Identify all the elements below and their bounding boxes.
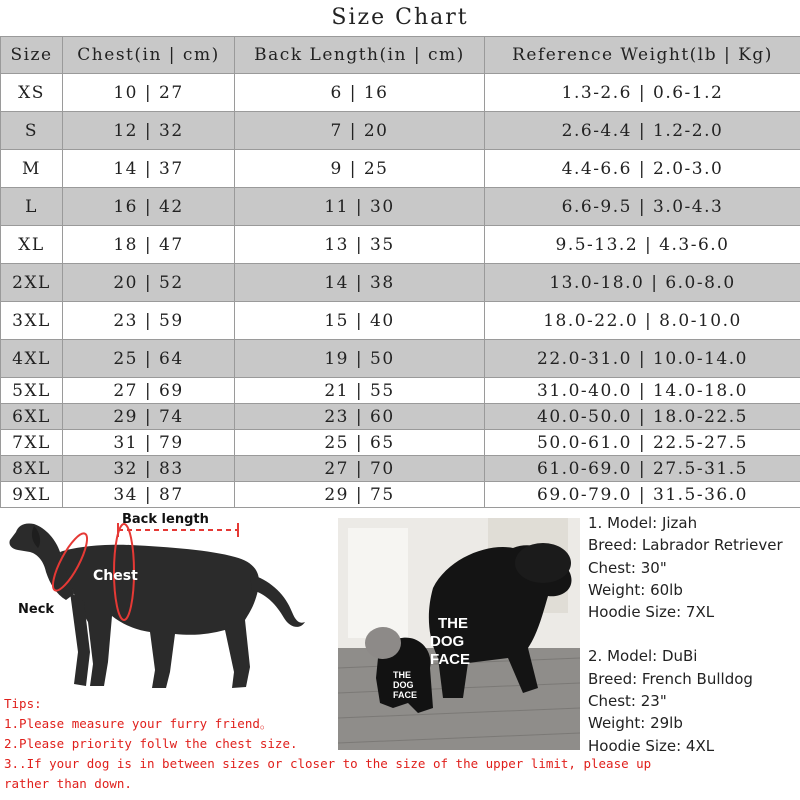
cell-chest: 34 | 87	[63, 482, 235, 508]
cell-chest: 18 | 47	[63, 226, 235, 264]
header-size: Size	[1, 37, 63, 74]
cell-back-length: 7 | 20	[235, 112, 485, 150]
cell-size: L	[1, 188, 63, 226]
header-back-length: Back Length(in | cm)	[235, 37, 485, 74]
cell-size: 3XL	[1, 302, 63, 340]
cell-chest: 29 | 74	[63, 404, 235, 430]
tip-line: 1.Please measure your furry friend。	[4, 716, 273, 731]
cell-weight: 18.0-22.0 | 8.0-10.0	[485, 302, 800, 340]
cell-chest: 20 | 52	[63, 264, 235, 302]
table-row	[1, 264, 800, 302]
model-1-chest: Chest: 30"	[588, 558, 667, 577]
svg-text:DOG: DOG	[430, 633, 465, 650]
cell-weight: 31.0-40.0 | 14.0-18.0	[485, 378, 800, 404]
cell-size: 7XL	[1, 430, 63, 456]
cell-weight: 13.0-18.0 | 6.0-8.0	[485, 264, 800, 302]
cell-back-length: 13 | 35	[235, 226, 485, 264]
cell-chest: 23 | 59	[63, 302, 235, 340]
tips-heading: Tips:	[4, 696, 42, 711]
cell-back-length: 29 | 75	[235, 482, 485, 508]
cell-back-length: 11 | 30	[235, 188, 485, 226]
cell-weight: 50.0-61.0 | 22.5-27.5	[485, 430, 800, 456]
svg-text:FACE: FACE	[393, 690, 418, 700]
cell-weight: 22.0-31.0 | 10.0-14.0	[485, 340, 800, 378]
cell-chest: 27 | 69	[63, 378, 235, 404]
page-title: Size Chart	[0, 0, 800, 37]
model-2-breed: Breed: French Bulldog	[588, 669, 753, 688]
cell-weight: 6.6-9.5 | 3.0-4.3	[485, 188, 800, 226]
cell-size: M	[1, 150, 63, 188]
cell-size: 4XL	[1, 340, 63, 378]
cell-size: S	[1, 112, 63, 150]
table-row	[1, 404, 800, 430]
table-row	[1, 378, 800, 404]
model-1-hoodie-size: Hoodie Size: 7XL	[588, 603, 715, 622]
tips	[4, 694, 651, 794]
model-2-hoodie-size: Hoodie Size: 4XL	[588, 736, 715, 755]
model-2-chest: Chest: 23"	[588, 692, 667, 711]
chest-label: Chest	[93, 568, 138, 584]
cell-size: 2XL	[1, 264, 63, 302]
model-2-weight: Weight: 29lb	[588, 714, 683, 733]
table-row	[1, 430, 800, 456]
table-row	[1, 188, 800, 226]
svg-text:THE: THE	[438, 615, 468, 632]
cell-weight: 69.0-79.0 | 31.5-36.0	[485, 482, 800, 508]
cell-weight: 1.3-2.6 | 0.6-1.2	[485, 74, 800, 112]
cell-size: 5XL	[1, 378, 63, 404]
cell-back-length: 15 | 40	[235, 302, 485, 340]
cell-size: 9XL	[1, 482, 63, 508]
tip-line: 2.Please priority follw the chest size.	[4, 736, 298, 751]
cell-size: 8XL	[1, 456, 63, 482]
tip-line: rather than down.	[4, 776, 132, 791]
cell-chest: 12 | 32	[63, 112, 235, 150]
cell-weight: 61.0-69.0 | 27.5-31.5	[485, 456, 800, 482]
model-1-breed: Breed: Labrador Retriever	[588, 536, 783, 555]
dog-measurement-diagram	[0, 512, 336, 692]
table-row	[1, 340, 800, 378]
cell-weight: 9.5-13.2 | 4.3-6.0	[485, 226, 800, 264]
table-row	[1, 482, 800, 508]
cell-weight: 40.0-50.0 | 18.0-22.5	[485, 404, 800, 430]
cell-chest: 25 | 64	[63, 340, 235, 378]
table-row	[1, 150, 800, 188]
neck-label: Neck	[18, 602, 55, 617]
cell-chest: 32 | 83	[63, 456, 235, 482]
cell-chest: 10 | 27	[63, 74, 235, 112]
table-row	[1, 226, 800, 264]
svg-text:DOG: DOG	[393, 680, 414, 690]
cell-chest: 14 | 37	[63, 150, 235, 188]
cell-back-length: 19 | 50	[235, 340, 485, 378]
table-row	[1, 456, 800, 482]
cell-size: XL	[1, 226, 63, 264]
model-1-name: 1. Model: Jizah	[588, 514, 698, 532]
cell-back-length: 23 | 60	[235, 404, 485, 430]
model-2-name: 2. Model: DuBi	[588, 647, 698, 666]
table-row	[1, 302, 800, 340]
back-length-label: Back length	[122, 512, 209, 527]
header-chest: Chest(in | cm)	[63, 37, 235, 74]
header-weight: Reference Weight(lb | Kg)	[485, 37, 800, 74]
table-header-row	[1, 37, 800, 74]
svg-text:THE: THE	[393, 670, 411, 680]
cell-chest: 16 | 42	[63, 188, 235, 226]
model-1-weight: Weight: 60lb	[588, 580, 683, 599]
cell-weight: 2.6-4.4 | 1.2-2.0	[485, 112, 800, 150]
cell-chest: 31 | 79	[63, 430, 235, 456]
cell-back-length: 27 | 70	[235, 456, 485, 482]
table-row	[1, 112, 800, 150]
cell-back-length: 6 | 16	[235, 74, 485, 112]
cell-size: XS	[1, 74, 63, 112]
cell-weight: 4.4-6.6 | 2.0-3.0	[485, 150, 800, 188]
cell-back-length: 9 | 25	[235, 150, 485, 188]
cell-back-length: 14 | 38	[235, 264, 485, 302]
svg-text:FACE: FACE	[430, 651, 471, 668]
size-table	[0, 36, 800, 508]
table-row	[1, 74, 800, 112]
cell-size: 6XL	[1, 404, 63, 430]
tip-line: 3..If your dog is in between sizes or closer to the size of the upper limit, please up	[4, 756, 652, 771]
cell-back-length: 25 | 65	[235, 430, 485, 456]
cell-back-length: 21 | 55	[235, 378, 485, 404]
